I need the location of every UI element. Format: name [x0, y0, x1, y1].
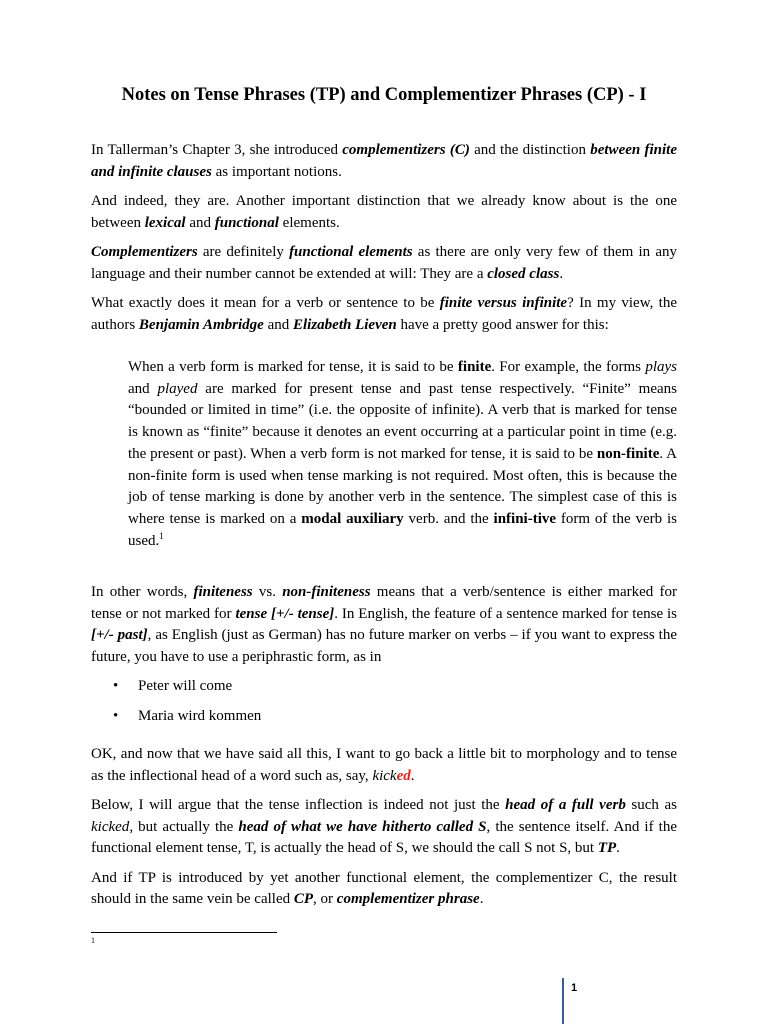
emphasis: head of what we have hitherto called S — [238, 818, 487, 835]
bold-term: modal auxiliary — [301, 510, 404, 527]
text: and — [128, 380, 158, 397]
emphasis: head of a full verb — [505, 797, 626, 814]
text: When a verb form is marked for tense, it is said to be — [128, 359, 458, 375]
italic-term: kicked — [91, 818, 130, 835]
emphasis: finiteness — [193, 584, 253, 601]
text: . In English, the feature of a sentence marked for tense is — [334, 605, 677, 622]
text: OK, and now that we have said all this, I want to go back a little bit to morphology and to tense as the inflectional head of a word such as, say, — [91, 746, 677, 784]
list-item — [91, 706, 677, 736]
bold-term: finite — [457, 359, 492, 375]
paragraph-finite-question — [91, 293, 677, 336]
emphasis: non-finiteness — [282, 584, 371, 601]
highlighted-suffix: ed — [396, 767, 411, 784]
text: In other words, — [91, 584, 194, 601]
text: And indeed, they are. Another important distinction that we already know about is the one between — [91, 193, 677, 231]
italic-term: plays — [645, 359, 678, 375]
list-item-text: Peter will come — [138, 678, 233, 695]
text: as there are only very few of them in any language and their number cannot be extended at will: They are a — [91, 244, 677, 282]
block-quote — [128, 357, 677, 552]
text: and — [185, 214, 215, 231]
text: means that a verb/sentence is either marked for tense or not marked for — [91, 584, 678, 622]
emphasis: complementizers (C) — [342, 142, 470, 158]
text: ? In my view, the authors — [91, 295, 677, 333]
page-number: 1 — [571, 982, 578, 994]
emphasis: functional — [214, 214, 279, 231]
paragraph-tense-head — [91, 795, 677, 860]
list-item-text: Maria wird kommen — [138, 708, 262, 725]
bullet-icon: • — [113, 708, 119, 725]
emphasis: between finite and infinite clauses — [91, 142, 677, 180]
bold-term: non-finite — [596, 445, 660, 462]
document-body — [91, 140, 677, 919]
text: vs. — [252, 584, 283, 601]
text: . A non-finite form is used when tense marking is not required. Most often, this is because the job of tense marking is done by another verb in the sentence. The simplest case of this is where tense is marked on a — [128, 445, 677, 527]
bullet-icon: • — [113, 678, 119, 695]
text: and — [263, 316, 293, 333]
emphasis: complementizer phrase — [336, 891, 480, 908]
text: . — [479, 891, 484, 908]
text: Below, I will argue that the tense inflection is indeed not just the — [91, 797, 506, 814]
bold-term: infini-tive — [493, 510, 557, 527]
text: And if TP is introduced by yet another functional element, the complementizer C, the result should in the same vein be called — [91, 869, 677, 908]
paragraph-morphology — [91, 744, 677, 787]
footnote-divider — [91, 932, 277, 933]
paragraph-finiteness — [91, 582, 677, 668]
footnote-number: 1 — [91, 936, 95, 945]
text: and the distinction — [469, 142, 591, 158]
text: verb. and the — [403, 510, 494, 527]
text: . — [616, 840, 620, 857]
italic-term: played — [157, 380, 198, 397]
emphasis: Complementizers — [91, 244, 198, 260]
text: . For example, the forms — [491, 359, 646, 375]
author-name: Elizabeth Lieven — [292, 316, 397, 333]
text: such as — [625, 797, 677, 814]
text: have a pretty good answer for this: — [396, 316, 609, 333]
paragraph-cp — [91, 868, 677, 911]
text: What exactly does it mean for a verb or sentence to be — [91, 295, 440, 311]
emphasis: functional elements — [289, 244, 413, 260]
page-title: Notes on Tense Phrases (TP) and Complementizer Phrases (CP) - I — [121, 85, 647, 105]
emphasis: closed class — [487, 265, 560, 282]
text: . — [559, 265, 564, 282]
text: as important notions. — [211, 163, 342, 180]
list-item — [91, 676, 677, 706]
emphasis: finite versus infinite — [439, 295, 568, 311]
text: . — [410, 767, 415, 784]
paragraph-intro — [91, 140, 677, 183]
text: are marked for present tense and past tense respectively. “Finite” means “bounded or limited in time” (i.e. the opposite of infinite). A verb that is marked for tense is known as “finite” because it denotes an event occurring at a particular point in time (e.g. the present or past). When a verb form is not marked for tense, it is said to be — [128, 380, 677, 462]
text: , but actually the — [129, 818, 239, 835]
text: , as English (just as German) has no future marker on verbs – if you want to express the future, you have to use a periphrastic form, as in — [91, 627, 677, 665]
italic-term: kick — [372, 767, 397, 784]
emphasis: CP — [293, 891, 314, 908]
emphasis: lexical — [144, 214, 186, 231]
text: are definitely — [197, 244, 290, 260]
emphasis: tense [+/- tense] — [235, 605, 335, 622]
page-number-rule — [562, 978, 564, 1024]
author-name: Benjamin Ambridge — [138, 316, 264, 333]
footnote-reference[interactable]: 1 — [159, 530, 164, 541]
text: In Tallerman’s Chapter 3, she introduced — [91, 142, 343, 158]
emphasis: TP — [597, 840, 617, 857]
text: , the sentence itself. And if the functional element tense, T, is actually the head of S, we should the call S not S, but — [91, 818, 677, 857]
emphasis: [+/- past] — [91, 627, 148, 644]
text: , or — [313, 891, 337, 908]
paragraph-lexical-functional — [91, 191, 677, 234]
text: elements. — [278, 214, 340, 231]
example-list — [91, 676, 677, 736]
text: form of the verb is used. — [128, 510, 677, 549]
paragraph-complementizers — [91, 242, 677, 285]
